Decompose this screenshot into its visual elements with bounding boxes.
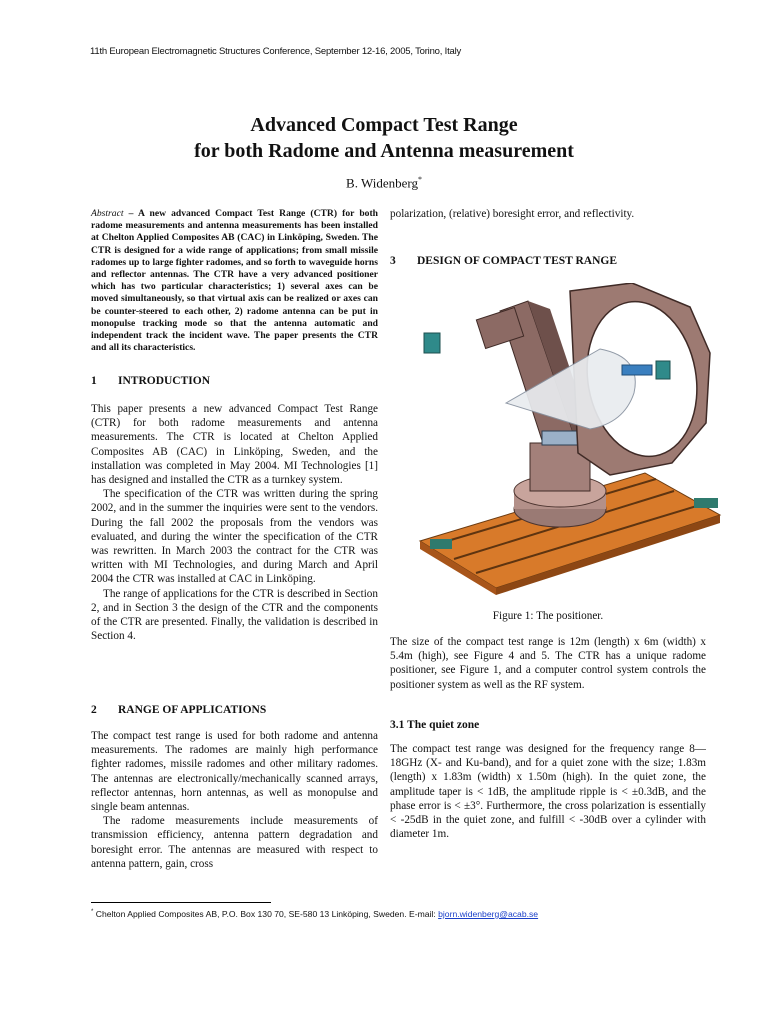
figure-caption: Figure 1: The positioner. [492,610,604,622]
author [0,175,768,191]
antenna-feed [622,365,652,375]
intro-paragraph-3: The range of applications for the CTR is described in Section 2, and in Section 3 the design of the CTR and the components of the CTR are presented. Finally, the validation is described in Section 4. [91,587,378,643]
paper-title-line-1: Advanced Compact Test Range [250,114,518,136]
author-footnote-mark: * [417,175,422,184]
footnote-mark: * [91,909,94,916]
range-paragraph-1: The compact test range is used for both radome and antenna measurements. The radomes are mainly high performance fighter radomes, missile radomes and other military radomes. The antennas are electronically/mechanically scanned arrays, reflector antennas, horn antennas, as well as monopulse and single beam antennas. [91,730,378,814]
footnote-email-link[interactable]: bjorn.widenberg@acab.se [438,909,539,919]
section-heading-range-of-applications: 2 RANGE OF APPLICATIONS [91,704,267,716]
motor-right [656,361,670,379]
section-heading-design: 3 DESIGN OF COMPACT TEST RANGE [390,255,618,267]
motor-left [424,333,440,353]
carriage [542,431,578,445]
positioner-figure [410,283,726,598]
conference-header: 11th European Electromagnetic Structures Conference, September 12-16, 2005, Torino, Italy [90,46,462,57]
introduction-body [91,402,378,643]
range-paragraph-2: The radome measurements include measurements of transmission efficiency, antenna pattern degradation and boresight error. The antennas are measured with respect to antenna pattern, gain, cross [91,815,378,870]
footnote [91,909,711,919]
author-name: B. Widenberg [346,175,418,191]
range-paragraph-2-continued: polarization, (relative) boresight error, and reflectivity. [390,208,635,220]
abstract-text: – A new advanced Compact Test Range (CTR) for both radome measurements and antenna measurements has been installed at Chelton Applied Composites AB (CAC) in Linköping, Sweden. The CTR is designed for a wide range of applications; from small missile radomes up to large fighter radomes, and so forth to waveguide horns and reflector antennas. The CTR have a very advanced positioner which has two particular characteristics; 1) several axes can be moved simultaneously, so that virtual axis can be realized or axes can be counter-steered to each other, 2) radome antenna can be put in monopulse tracking mode so that the antenna automatic and independent track the incident wave. The paper presents the CTR and all its characteristics. [91,208,378,354]
paper-title-line-2: for both Radome and Antenna measurement [194,140,574,162]
abstract-label: Abstract [91,208,124,219]
quiet-zone-paragraph: The compact test range was designed for the frequency range 8—18GHz (X- and Ku-band), and for a quiet zone with the size; 1.83m (length) x 1.83m (width) x 1.50m (high). In the quiet zone, the amplitude taper is < 1dB, the amplitude ripple is < ±0.3dB, and the phase error is < ±3°. Furthermore, the cross polarization is essentially < -25dB in the quiet zone, and fulfill < -30dB over a cylinder with diameter 1m. [390,743,706,841]
abstract [91,208,378,354]
intro-paragraph-2: The specification of the CTR was written during the spring 2002, and in the summer the inquiries were sent to the vendors. During the fall 2002 the proposals from the vendors was evaluated, and during the winter the specification of the CTR was rewritten. In March 2003 the contract for the CTR was written with MI Technologies, and during March and April 2004 the CTR was installed at CAC in Linköping. [91,488,378,586]
design-paragraph-1: The size of the compact test range is 12m (length) x 6m (width) x 5.4m (high), see Figure 4 and 5. The CTR has a unique radome positioner, see Figure 1, and a computer control system controls the positioner system as well as the RF system. [390,636,706,691]
intro-paragraph-1: This paper presents a new advanced Compact Test Range (CTR) for both radome measurements and antenna measurements. The CTR is located at Chelton Applied Composites AB (CAC) in Linköping, Sweden, and the installation was completed in May 2004. MI Technologies [1] has designed and installed the CTR as a turnkey system. [91,403,378,487]
footnote-text: Chelton Applied Composites AB, P.O. Box 130 70, SE-580 13 Linköping, Sweden. E-mail: [93,909,439,919]
section-heading-introduction: 1 INTRODUCTION [91,375,211,387]
subsection-heading-quiet-zone: 3.1 The quiet zone [390,719,480,731]
range-body [91,729,378,871]
footnote-separator [91,902,271,903]
